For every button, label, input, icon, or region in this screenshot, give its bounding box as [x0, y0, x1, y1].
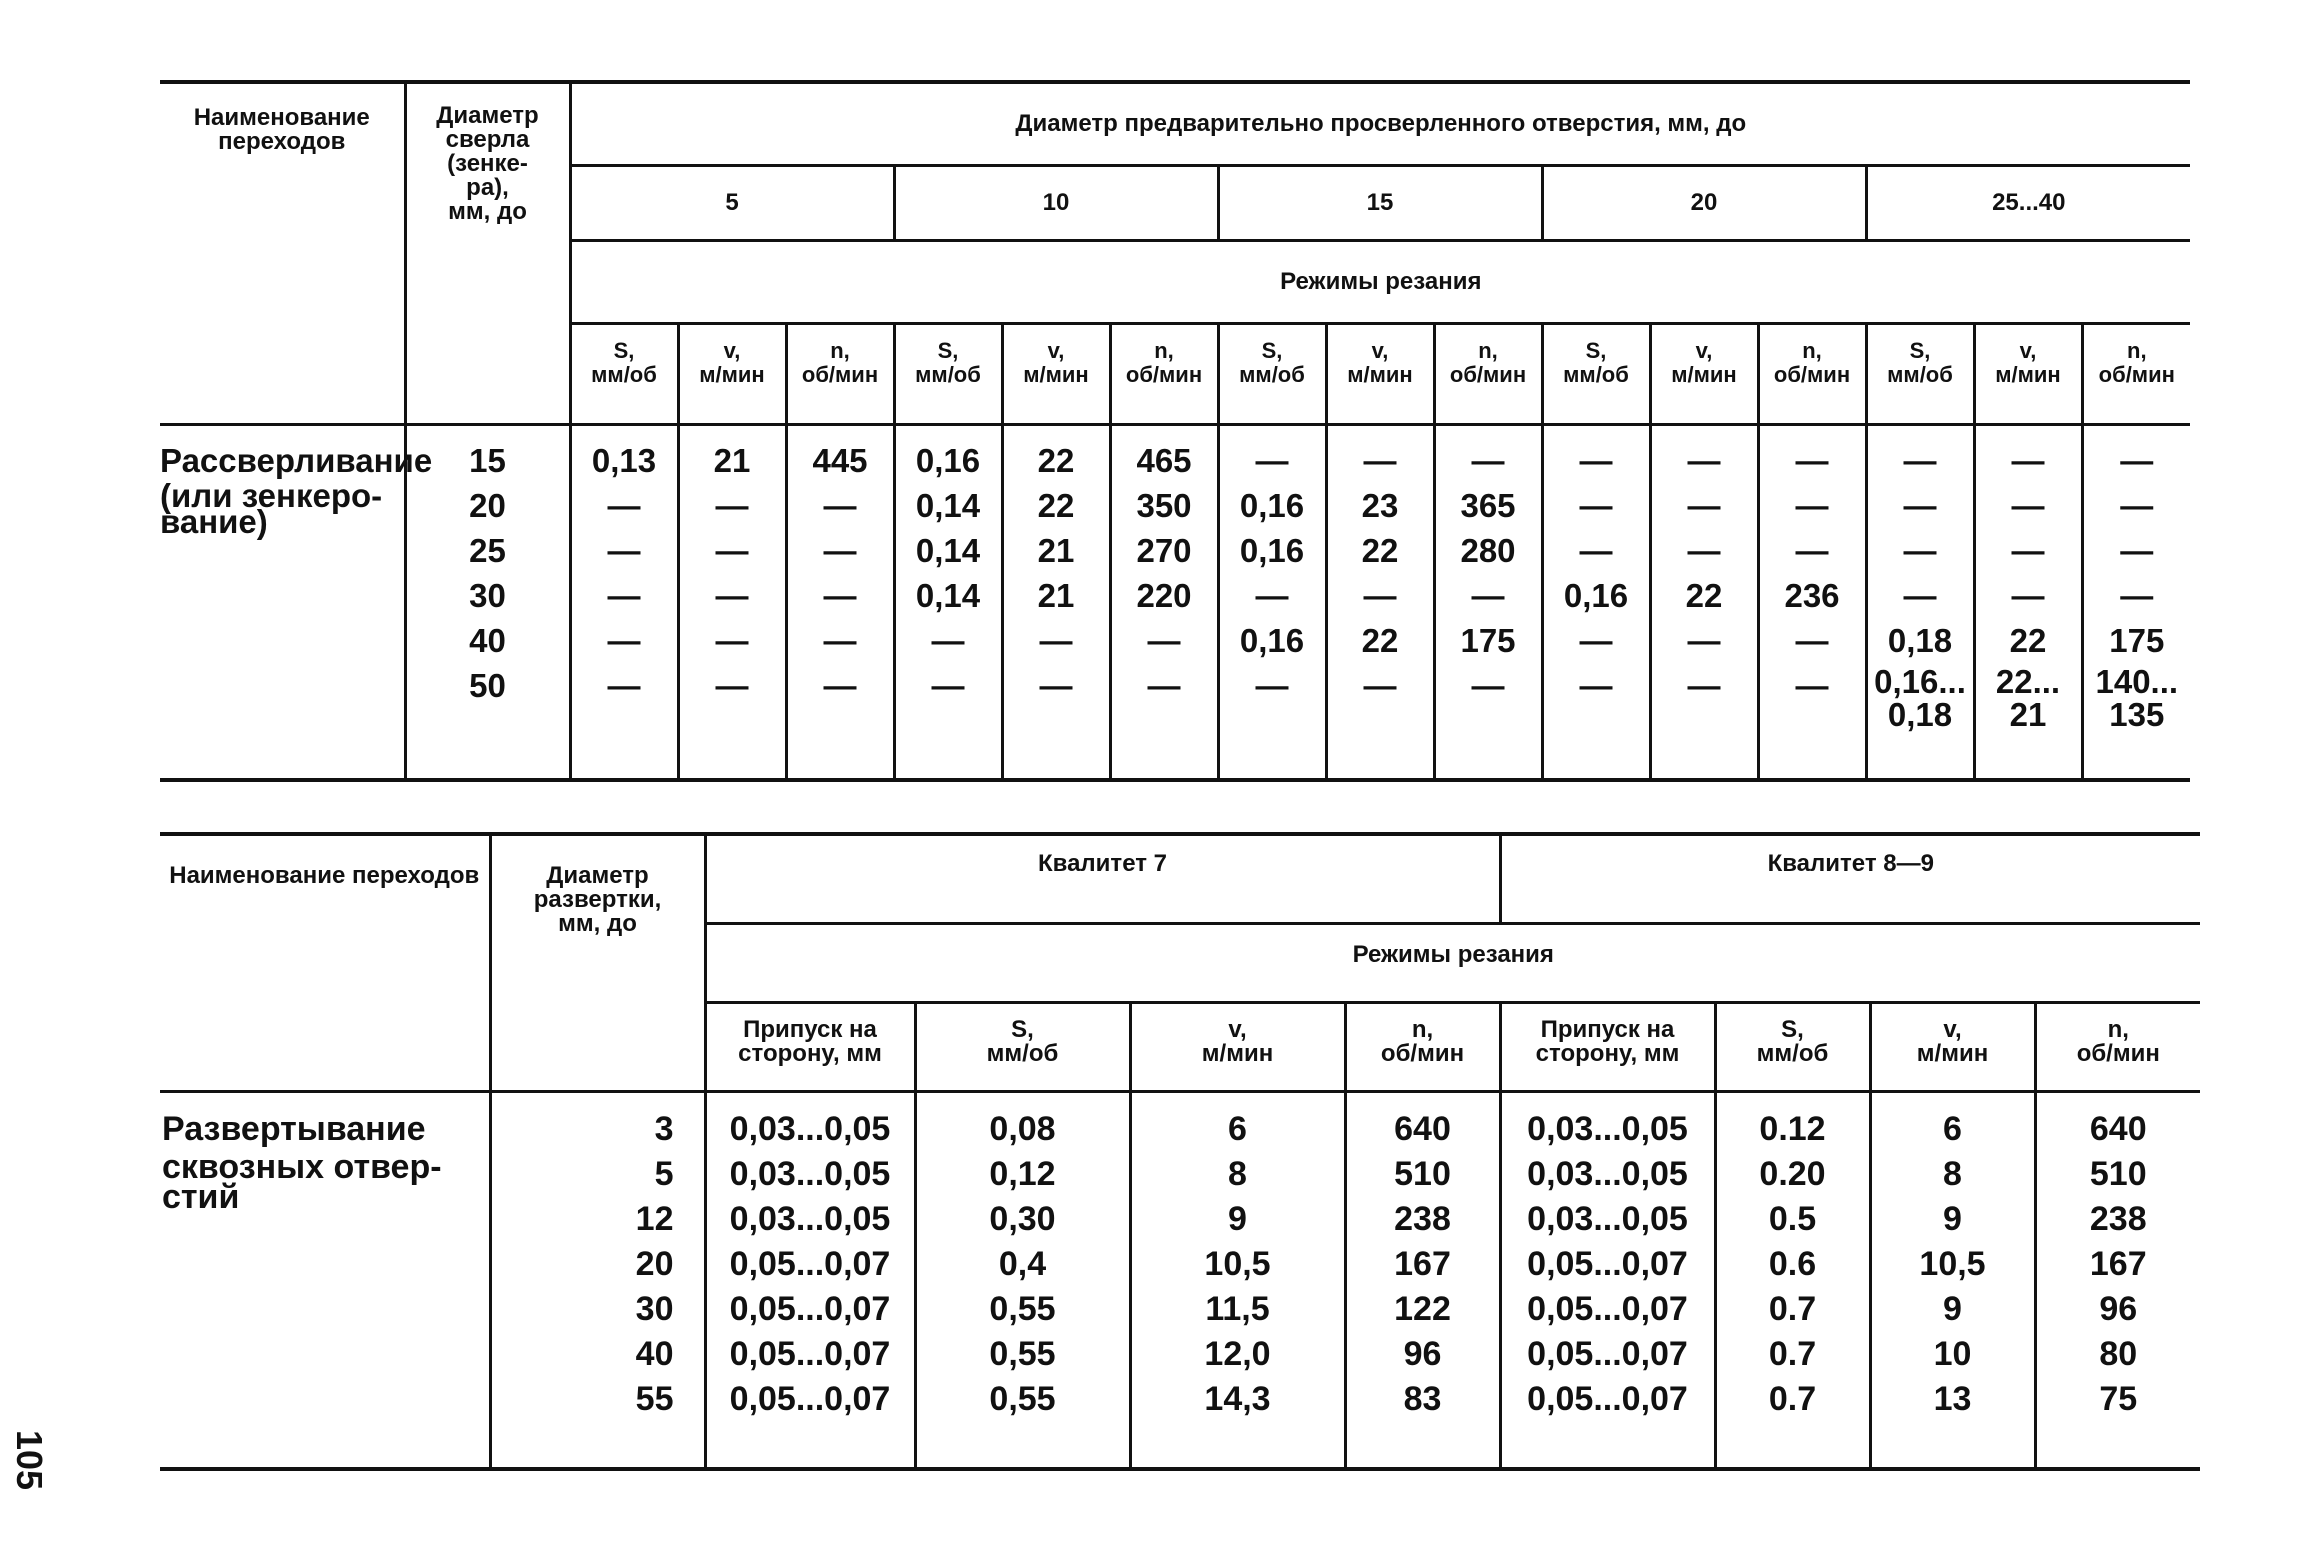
- t1-data-value: 280: [1460, 532, 1516, 569]
- t1-subheader-line: n,: [1802, 338, 1822, 363]
- t1-data-value: —: [1579, 442, 1613, 479]
- t2-subheader-line: сторону, мм: [738, 1040, 882, 1067]
- t2-data-value: 510: [2089, 1155, 2147, 1193]
- t1-data-value: —: [1471, 667, 1505, 704]
- t2-data-value: 0.20: [1759, 1155, 1826, 1193]
- t1-data-value: —: [715, 622, 749, 659]
- t1-diameter-value: 40: [469, 622, 506, 659]
- t2-data-value: 0,03...0,05: [729, 1110, 891, 1148]
- t1-subheader-line: v,: [723, 338, 741, 363]
- t1-data-column: [894, 425, 1002, 781]
- t2-data-value: 0.12: [1759, 1110, 1826, 1148]
- t2-data-value: 11,5: [1205, 1290, 1270, 1328]
- t1-subheader: [1758, 324, 1866, 425]
- t2-data-value: 0,12: [989, 1155, 1056, 1193]
- t1-subheader-line: n,: [1478, 338, 1498, 363]
- t1-data-value: —: [715, 532, 749, 569]
- t1-data-value: —: [607, 577, 641, 614]
- t1-data-value: —: [823, 487, 857, 524]
- t1-data-value: —: [2011, 442, 2045, 479]
- t2-data-value: 80: [2099, 1335, 2138, 1373]
- t2-data-value: 0,03...0,05: [1527, 1110, 1688, 1148]
- t1-data-value: —: [1255, 667, 1289, 704]
- t2-data-value: 0,05...0,07: [729, 1290, 891, 1328]
- t2-qualitet-8-9: Квалитет 8—9: [1500, 834, 2200, 924]
- t1-subheader-line: v,: [1371, 338, 1389, 363]
- t1-data-value: 23: [1361, 487, 1399, 524]
- t1-data-value: 0,18: [1887, 622, 1953, 659]
- t1-subheader: [1542, 324, 1650, 425]
- t1-diameter-value: 15: [469, 442, 506, 479]
- t1-data-column: [1326, 425, 1434, 781]
- t2-diameter-value: 3: [654, 1110, 674, 1148]
- t2-data-value: 640: [1394, 1110, 1451, 1148]
- t2-data-column: [1130, 1092, 1345, 1470]
- t1-data-value: —: [2011, 532, 2045, 569]
- t2-modes-header: Режимы резания: [705, 924, 2200, 1003]
- t1-data-column: [1110, 425, 1218, 781]
- t2-data-value: 640: [2089, 1110, 2147, 1148]
- t1-data-column: [678, 425, 786, 781]
- t1-data-value: —: [823, 667, 857, 704]
- t1-subheader-line: мм/об: [915, 362, 981, 387]
- t2-diameter-value: 30: [635, 1290, 674, 1328]
- t2-subheader: [2035, 1003, 2200, 1092]
- t1-subheader-line: мм/об: [1239, 362, 1305, 387]
- t2-data-value: 9: [1943, 1290, 1962, 1328]
- t1-subheader: [786, 324, 894, 425]
- t1-data-value: —: [1579, 532, 1613, 569]
- t1-subheader-line: S,: [613, 338, 635, 363]
- t2-subheader-line: Припуск на: [743, 1016, 877, 1043]
- t2-data-value: 122: [1394, 1290, 1451, 1328]
- t1-data-value: —: [1039, 622, 1073, 659]
- t1-subheader: [678, 324, 786, 425]
- t1-data-value: —: [1795, 442, 1829, 479]
- t1-modes-header: Режимы резания: [570, 241, 2190, 324]
- t1-data-value: 220: [1136, 577, 1192, 614]
- t1-subheader-line: м/мин: [1347, 362, 1413, 387]
- t1-row-name: Рассверливание (или зенкеро- вание): [160, 442, 433, 540]
- t1-data-value: 175: [2109, 622, 2165, 659]
- t2-data-value: 96: [2099, 1290, 2138, 1328]
- t2-subheader-line: S,: [1011, 1016, 1034, 1043]
- t1-subheader-line: об/мин: [1773, 362, 1851, 387]
- t2-data-value: 0,4: [998, 1245, 1047, 1283]
- t1-data-value: —: [1147, 667, 1181, 704]
- t1-data-value: —: [2120, 487, 2154, 524]
- t1-data-value: —: [1255, 442, 1289, 479]
- t1-subheader-line: об/мин: [1125, 362, 1203, 387]
- t1-data-value: 22: [1037, 442, 1075, 479]
- t2-name-header: Наименование переходов: [160, 834, 490, 1092]
- t2-subheader-line: об/мин: [1380, 1040, 1465, 1067]
- t1-data-value: —: [1579, 622, 1613, 659]
- t2-diameter-value: 40: [635, 1335, 674, 1373]
- t1-subheader-line: v,: [1695, 338, 1713, 363]
- t1-subheader-line: n,: [2127, 338, 2147, 363]
- t1-group-20: 20: [1542, 166, 1866, 241]
- t1-data-value: 22: [1037, 487, 1075, 524]
- t1-subheader: [1650, 324, 1758, 425]
- t1-data-column: [1542, 425, 1650, 781]
- t1-data-value: —: [1903, 577, 1937, 614]
- t2-data-value: 0.7: [1768, 1380, 1817, 1418]
- t1-data-value: —: [1471, 577, 1505, 614]
- t1-data-column: [1866, 425, 1974, 781]
- t1-data-value: —: [1255, 577, 1289, 614]
- t1-data-value: —: [1795, 667, 1829, 704]
- t1-subheader: [1218, 324, 1326, 425]
- t1-data-value: 175: [1460, 622, 1516, 659]
- t1-subheader-line: м/мин: [699, 362, 765, 387]
- t2-data-value: 0,05...0,07: [1527, 1335, 1688, 1373]
- t1-data-value: 365: [1460, 487, 1516, 524]
- t2-data-value: 0,03...0,05: [729, 1155, 891, 1193]
- t1-subheader-line: n,: [1154, 338, 1174, 363]
- t1-subheader-line: м/мин: [1995, 362, 2061, 387]
- t2-data-value: 0.5: [1768, 1200, 1817, 1238]
- t1-data-value: —: [1363, 667, 1397, 704]
- t1-data-value: 0,16: [915, 442, 981, 479]
- t2-data-value: 8: [1228, 1155, 1247, 1193]
- t1-data-value: —: [1147, 622, 1181, 659]
- t1-data-value: —: [607, 622, 641, 659]
- t2-subheader-line: м/мин: [1201, 1040, 1274, 1067]
- t2-subheader-line: м/мин: [1916, 1040, 1989, 1067]
- t1-data-value: —: [1579, 487, 1613, 524]
- t1-data-value: 21: [713, 442, 751, 479]
- t1-subheader-line: n,: [830, 338, 850, 363]
- t2-data-value: 10,5: [1204, 1245, 1271, 1283]
- t2-data-value: 0,05...0,07: [1527, 1245, 1688, 1283]
- t2-subheader: [1500, 1003, 1715, 1092]
- t2-data-value: 167: [2089, 1245, 2147, 1283]
- t1-data-value: 465: [1136, 442, 1192, 479]
- t2-subheader-line: n,: [2107, 1016, 2129, 1043]
- reaming-modes-table: [160, 832, 2200, 1471]
- t1-subheader-line: S,: [1585, 338, 1607, 363]
- t2-data-value: 8: [1943, 1155, 1962, 1193]
- t1-subheader-line: v,: [2019, 338, 2037, 363]
- t2-data-value: 510: [1394, 1155, 1451, 1193]
- t1-data-column: [1974, 425, 2082, 781]
- t2-data-column: [1715, 1092, 1870, 1470]
- t1-name-header: Наименование переходов: [160, 82, 405, 425]
- t1-data-value: —: [823, 622, 857, 659]
- t1-data-value: —: [1687, 487, 1721, 524]
- t2-data-value: 0.7: [1768, 1335, 1817, 1373]
- t2-subheader: [1715, 1003, 1870, 1092]
- t1-subheader: [1326, 324, 1434, 425]
- t2-diameters: [490, 1092, 705, 1470]
- t1-data-value: 0,14: [915, 577, 981, 614]
- t1-data-value: 0,13: [591, 442, 657, 479]
- t2-data-column: [915, 1092, 1130, 1470]
- t2-data-value: 13: [1933, 1380, 1972, 1418]
- t1-data-value: —: [2011, 577, 2045, 614]
- t1-data-value: 0,16...: [1874, 663, 1966, 700]
- t1-data-value: —: [715, 667, 749, 704]
- t1-data-value: —: [2120, 577, 2154, 614]
- t1-data-value: —: [1471, 442, 1505, 479]
- t1-subheader: [2082, 324, 2190, 425]
- t2-data-value: 0,05...0,07: [1527, 1290, 1688, 1328]
- t1-data-value: 21: [1037, 532, 1075, 569]
- t2-subheader-line: мм/об: [1756, 1040, 1829, 1067]
- t1-data-value: —: [715, 577, 749, 614]
- t2-subheader: [1130, 1003, 1345, 1092]
- t1-data-value: —: [1795, 622, 1829, 659]
- t1-subheader: [894, 324, 1002, 425]
- t2-data-value: 0.6: [1768, 1245, 1817, 1283]
- t1-subheader-line: мм/об: [1563, 362, 1629, 387]
- t1-diameter-header: Диаметр сверла (зенке- ра), мм, до: [405, 82, 570, 425]
- t1-subheader: [1110, 324, 1218, 425]
- t1-data-value: 0,16: [1239, 622, 1305, 659]
- t1-data-value: —: [2011, 487, 2045, 524]
- t1-data-value: 0,18: [1887, 696, 1953, 733]
- t1-group-15: 15: [1218, 166, 1542, 241]
- t1-data-value: —: [607, 667, 641, 704]
- t1-data-value: 0,16: [1239, 487, 1305, 524]
- t1-data-column: [1434, 425, 1542, 781]
- t1-subheader-line: мм/об: [1887, 362, 1953, 387]
- t2-row-name: Развертывание сквозных отвер- стий: [162, 1110, 442, 1216]
- t1-data-value: —: [607, 532, 641, 569]
- t1-data-value: —: [1687, 532, 1721, 569]
- t1-data-value: —: [1363, 577, 1397, 614]
- t2-data-value: 10,5: [1919, 1245, 1986, 1283]
- t2-data-value: 0,03...0,05: [1527, 1155, 1688, 1193]
- t1-data-value: —: [1795, 487, 1829, 524]
- t2-qualitet-7: Квалитет 7: [705, 834, 1500, 924]
- t2-data-value: 167: [1394, 1245, 1451, 1283]
- t2-data-value: 96: [1403, 1335, 1442, 1373]
- t1-data-value: —: [931, 667, 965, 704]
- t2-diameter-value: 55: [635, 1380, 674, 1418]
- t2-subheader-line: сторону, мм: [1535, 1040, 1680, 1067]
- t2-data-value: 0,05...0,07: [729, 1335, 891, 1373]
- t1-subheader: [1866, 324, 1974, 425]
- t1-data-value: 445: [812, 442, 868, 479]
- t2-data-value: 12,0: [1204, 1335, 1271, 1373]
- t1-subheader: [570, 324, 678, 425]
- t1-data-value: 0,14: [915, 487, 981, 524]
- t1-subheader-line: м/мин: [1671, 362, 1737, 387]
- t2-data-column: [705, 1092, 915, 1470]
- t1-data-value: —: [1579, 667, 1613, 704]
- t1-data-value: —: [1687, 622, 1721, 659]
- drilling-modes-table: [160, 80, 2190, 782]
- t2-data-value: 75: [2099, 1380, 2138, 1418]
- t2-data-value: 14,3: [1204, 1380, 1271, 1418]
- t2-data-value: 9: [1943, 1200, 1962, 1238]
- t1-subheader-line: об/мин: [1449, 362, 1527, 387]
- t2-subheader: [1870, 1003, 2035, 1092]
- t2-data-value: 0,03...0,05: [1527, 1200, 1688, 1238]
- t1-data-column: [570, 425, 678, 781]
- t1-data-value: —: [715, 487, 749, 524]
- t2-diameter-header: Диаметр развертки, мм, до: [490, 834, 705, 1092]
- t1-diameter-value: 25: [469, 532, 506, 569]
- t1-subheader-line: S,: [1261, 338, 1283, 363]
- t2-subheader: [915, 1003, 1130, 1092]
- t1-data-value: 22: [2009, 622, 2047, 659]
- t2-subheader-line: мм/об: [986, 1040, 1059, 1067]
- t1-data-value: —: [1795, 532, 1829, 569]
- t2-subheader-line: v,: [1228, 1016, 1247, 1043]
- t2-data-value: 0,30: [989, 1200, 1056, 1238]
- t1-data-value: 0,14: [915, 532, 981, 569]
- t2-data-column: [2035, 1092, 2200, 1470]
- t1-data-value: 0,16: [1563, 577, 1629, 614]
- t1-data-value: —: [931, 622, 965, 659]
- t2-data-value: 0,05...0,07: [729, 1245, 891, 1283]
- t1-data-value: 0,16: [1239, 532, 1305, 569]
- t1-data-value: 270: [1136, 532, 1192, 569]
- t1-subheader-line: об/мин: [801, 362, 879, 387]
- t2-data-value: 0,03...0,05: [729, 1200, 891, 1238]
- t1-data-value: —: [2120, 442, 2154, 479]
- t1-subheader: [1974, 324, 2082, 425]
- t1-data-value: —: [823, 532, 857, 569]
- t2-data-value: 238: [2089, 1200, 2147, 1238]
- t1-data-value: —: [607, 487, 641, 524]
- t1-data-value: —: [1363, 442, 1397, 479]
- t1-data-value: —: [2120, 532, 2154, 569]
- t2-data-value: 0.7: [1768, 1290, 1817, 1328]
- t2-data-column: [1870, 1092, 2035, 1470]
- t2-data-value: 10: [1933, 1335, 1972, 1373]
- t1-diameter-value: 20: [469, 487, 506, 524]
- t2-subheader-line: v,: [1943, 1016, 1962, 1043]
- t1-group-10: 10: [894, 166, 1218, 241]
- t1-subheader-line: мм/об: [591, 362, 657, 387]
- t1-diameter-value: 30: [469, 577, 506, 614]
- t1-data-column: [786, 425, 894, 781]
- t2-data-value: 238: [1394, 1200, 1451, 1238]
- t1-subheader-line: S,: [1909, 338, 1931, 363]
- t2-subheader: [1345, 1003, 1500, 1092]
- t2-data-value: 0,05...0,07: [729, 1380, 891, 1418]
- t2-subheader: [705, 1003, 915, 1092]
- t1-subheader: [1002, 324, 1110, 425]
- t2-diameter-value: 5: [654, 1155, 674, 1193]
- t2-subheader-line: n,: [1411, 1016, 1434, 1043]
- t2-subheader-line: об/мин: [2076, 1040, 2160, 1067]
- t1-data-value: 21: [2009, 696, 2047, 733]
- t1-data-column: [1758, 425, 1866, 781]
- t1-data-value: 135: [2109, 696, 2165, 733]
- t1-data-value: 350: [1136, 487, 1192, 524]
- t1-data-column: [1650, 425, 1758, 781]
- t2-data-value: 0,05...0,07: [1527, 1380, 1688, 1418]
- t1-subheader-line: S,: [937, 338, 959, 363]
- t2-data-column: [1345, 1092, 1500, 1470]
- t2-data-value: 0,55: [989, 1290, 1056, 1328]
- t1-data-value: 21: [1037, 577, 1075, 614]
- t1-data-value: —: [1687, 667, 1721, 704]
- t1-data-value: —: [1039, 667, 1073, 704]
- t1-group-25-40: 25...40: [1866, 166, 2190, 241]
- t1-subheader-line: м/мин: [1023, 362, 1089, 387]
- t1-group-header: Диаметр предварительно просверленного отверстия, мм, до: [570, 82, 2190, 166]
- t2-data-value: 6: [1943, 1110, 1962, 1148]
- t1-data-value: 22...: [1995, 663, 2061, 700]
- t1-data-value: 140...: [2095, 663, 2179, 700]
- t1-data-value: —: [823, 577, 857, 614]
- t1-data-value: 22: [1361, 532, 1399, 569]
- t1-diameter-value: 50: [469, 667, 506, 704]
- t1-data-value: —: [1903, 532, 1937, 569]
- t2-diameter-value: 12: [635, 1200, 674, 1238]
- t1-data-value: —: [1903, 442, 1937, 479]
- t1-subheader: [1434, 324, 1542, 425]
- t2-subheader-line: Припуск на: [1540, 1016, 1675, 1043]
- t2-data-value: 83: [1403, 1380, 1442, 1418]
- t1-subheader-line: v,: [1047, 338, 1065, 363]
- t1-data-value: 22: [1685, 577, 1723, 614]
- t1-subheader-line: об/мин: [2098, 362, 2175, 387]
- t1-data-value: 236: [1784, 577, 1840, 614]
- t2-data-value: 6: [1228, 1110, 1247, 1148]
- t2-diameter-value: 20: [635, 1245, 674, 1283]
- t1-data-column: [1002, 425, 1110, 781]
- t2-data-value: 9: [1228, 1200, 1247, 1238]
- t1-data-column: [1218, 425, 1326, 781]
- t1-data-column: [2082, 425, 2190, 781]
- t2-data-column: [1500, 1092, 1715, 1470]
- t2-subheader-line: S,: [1781, 1016, 1804, 1043]
- t2-data-value: 0,55: [989, 1335, 1056, 1373]
- t1-group-5: 5: [570, 166, 894, 241]
- t1-data-value: —: [1903, 487, 1937, 524]
- t1-data-value: —: [1687, 442, 1721, 479]
- t2-data-value: 0,08: [989, 1110, 1056, 1148]
- t1-data-value: 22: [1361, 622, 1399, 659]
- page-number: 105: [9, 1430, 50, 1491]
- t2-data-value: 0,55: [989, 1380, 1056, 1418]
